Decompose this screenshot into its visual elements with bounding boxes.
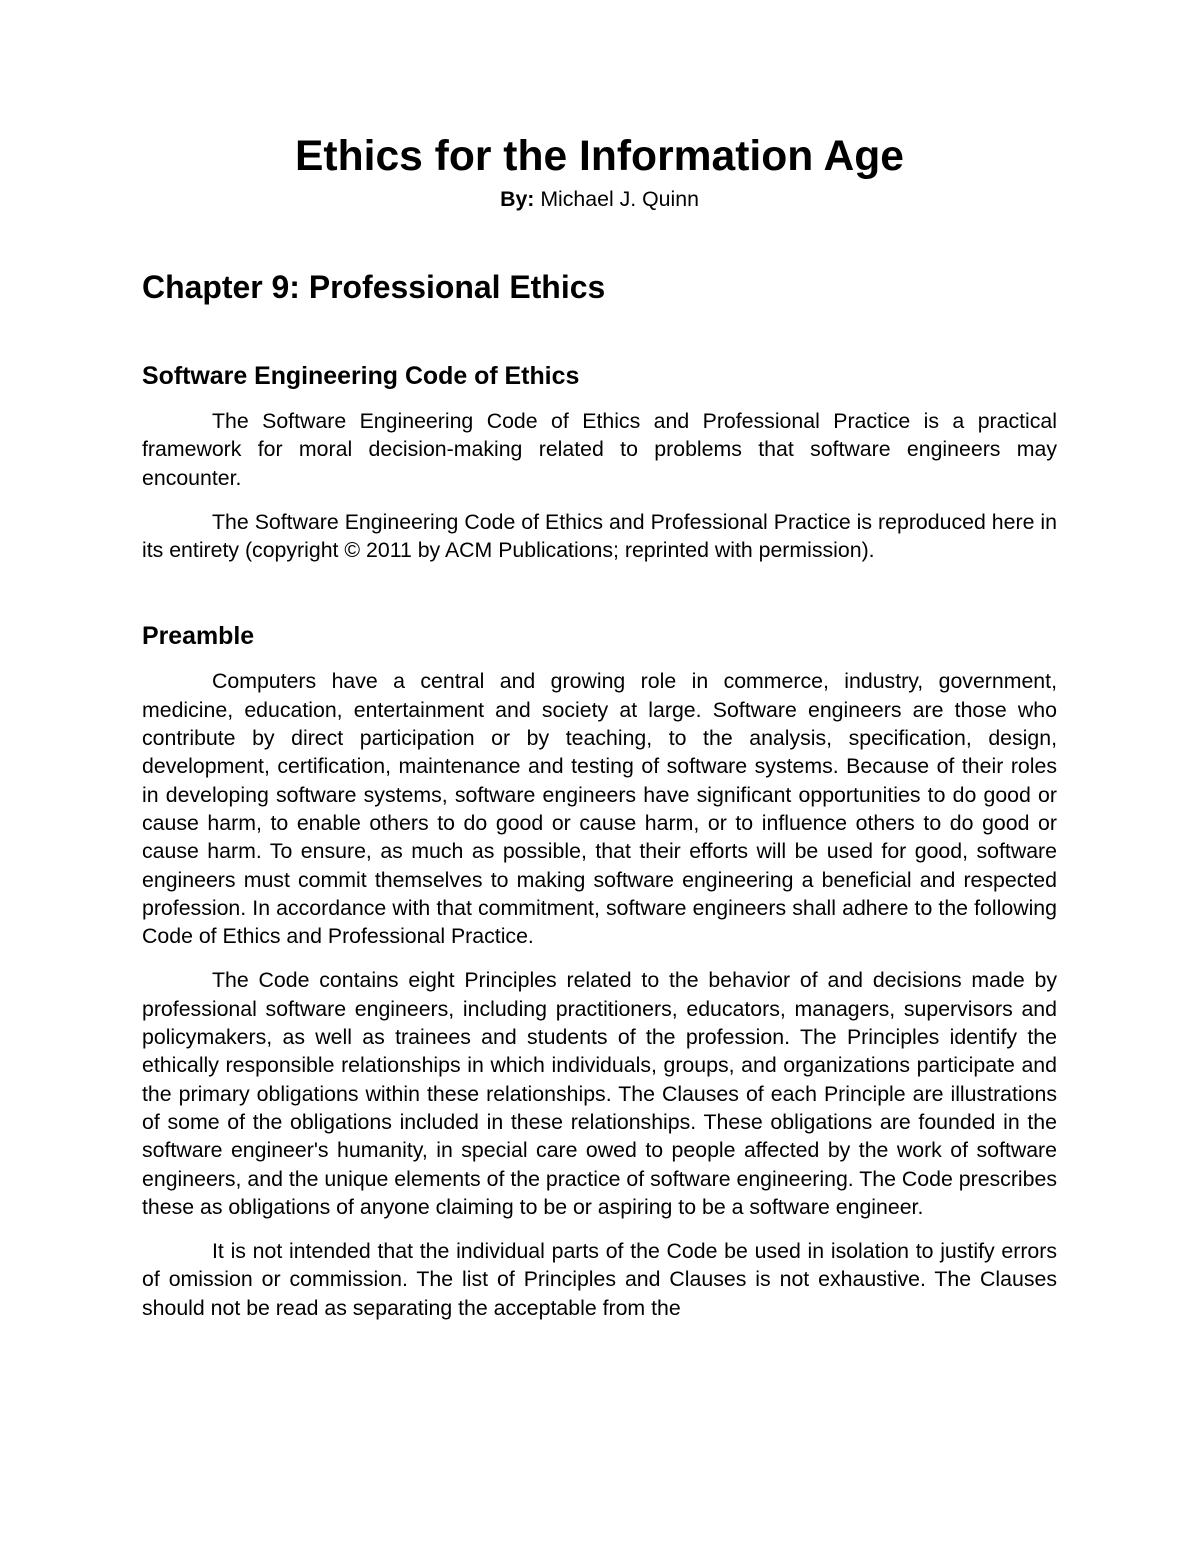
document-title: Ethics for the Information Age — [295, 132, 904, 180]
paragraph: It is not intended that the individual parts of the Code be used in isolation to justify errors of omission or commission. The list of Principles and Clauses is not exhaustive. The Clauses should not be read as separating the acceptable from the — [142, 1239, 1057, 1320]
paragraph: The Software Engineering Code of Ethics and Professional Practice is reproduced here in its entirety (copyright © 2011 by ACM Publications; reprinted with permission). — [142, 509, 1057, 563]
author-name: Michael J. Quinn — [540, 187, 699, 211]
chapter-heading: Chapter 9: Professional Ethics — [142, 269, 606, 305]
document-body — [142, 132, 1057, 1322]
paragraph: The Code contains eight Principles related to the behavior of and decisions made by professional software engineers, including practitioners, educators, managers, supervisors and policymakers, as well as trainees and students of the profession. The Principles identify the ethically responsible relationships in which individuals, groups, and organizations participate and the primary obligations within these relationships. The Clauses of each Principle are illustrations of some of the obligations included in these relationships. These obligations are founded in the software engineer's humanity, in special care owed to people affected by the work of software engineers, and the unique elements of the practice of software engineering. The Code prescribes these as obligations of anyone claiming to be or aspiring to be a software engineer. — [142, 968, 1057, 1219]
byline-label: By: — [500, 187, 535, 211]
paragraph: Computers have a central and growing role in commerce, industry, government, medicine, education, entertainment and society at large. Software engineers are those who contribute by direct participation or by teaching, to the analysis, specification, design, development, certification, maintenance and testing of software systems. Because of their roles in developing software systems, software engineers have significant opportunities to do good or cause harm, to enable others to do good or cause harm, or to influence others to do good or cause harm. To ensure, as much as possible, that their efforts will be used for good, software engineers must commit themselves to making software engineering a beneficial and respected profession. In accordance with that commitment, software engineers shall adhere to the following Code of Ethics and Professional Practice. — [142, 669, 1057, 949]
section-heading-code-of-ethics: Software Engineering Code of Ethics — [142, 362, 580, 390]
paragraph: The Software Engineering Code of Ethics and Professional Practice is a practical framework for moral decision-making related to problems that software engineers may encounter. — [142, 409, 1057, 490]
author-byline — [142, 185, 1057, 213]
section-heading-preamble: Preamble — [142, 622, 255, 651]
